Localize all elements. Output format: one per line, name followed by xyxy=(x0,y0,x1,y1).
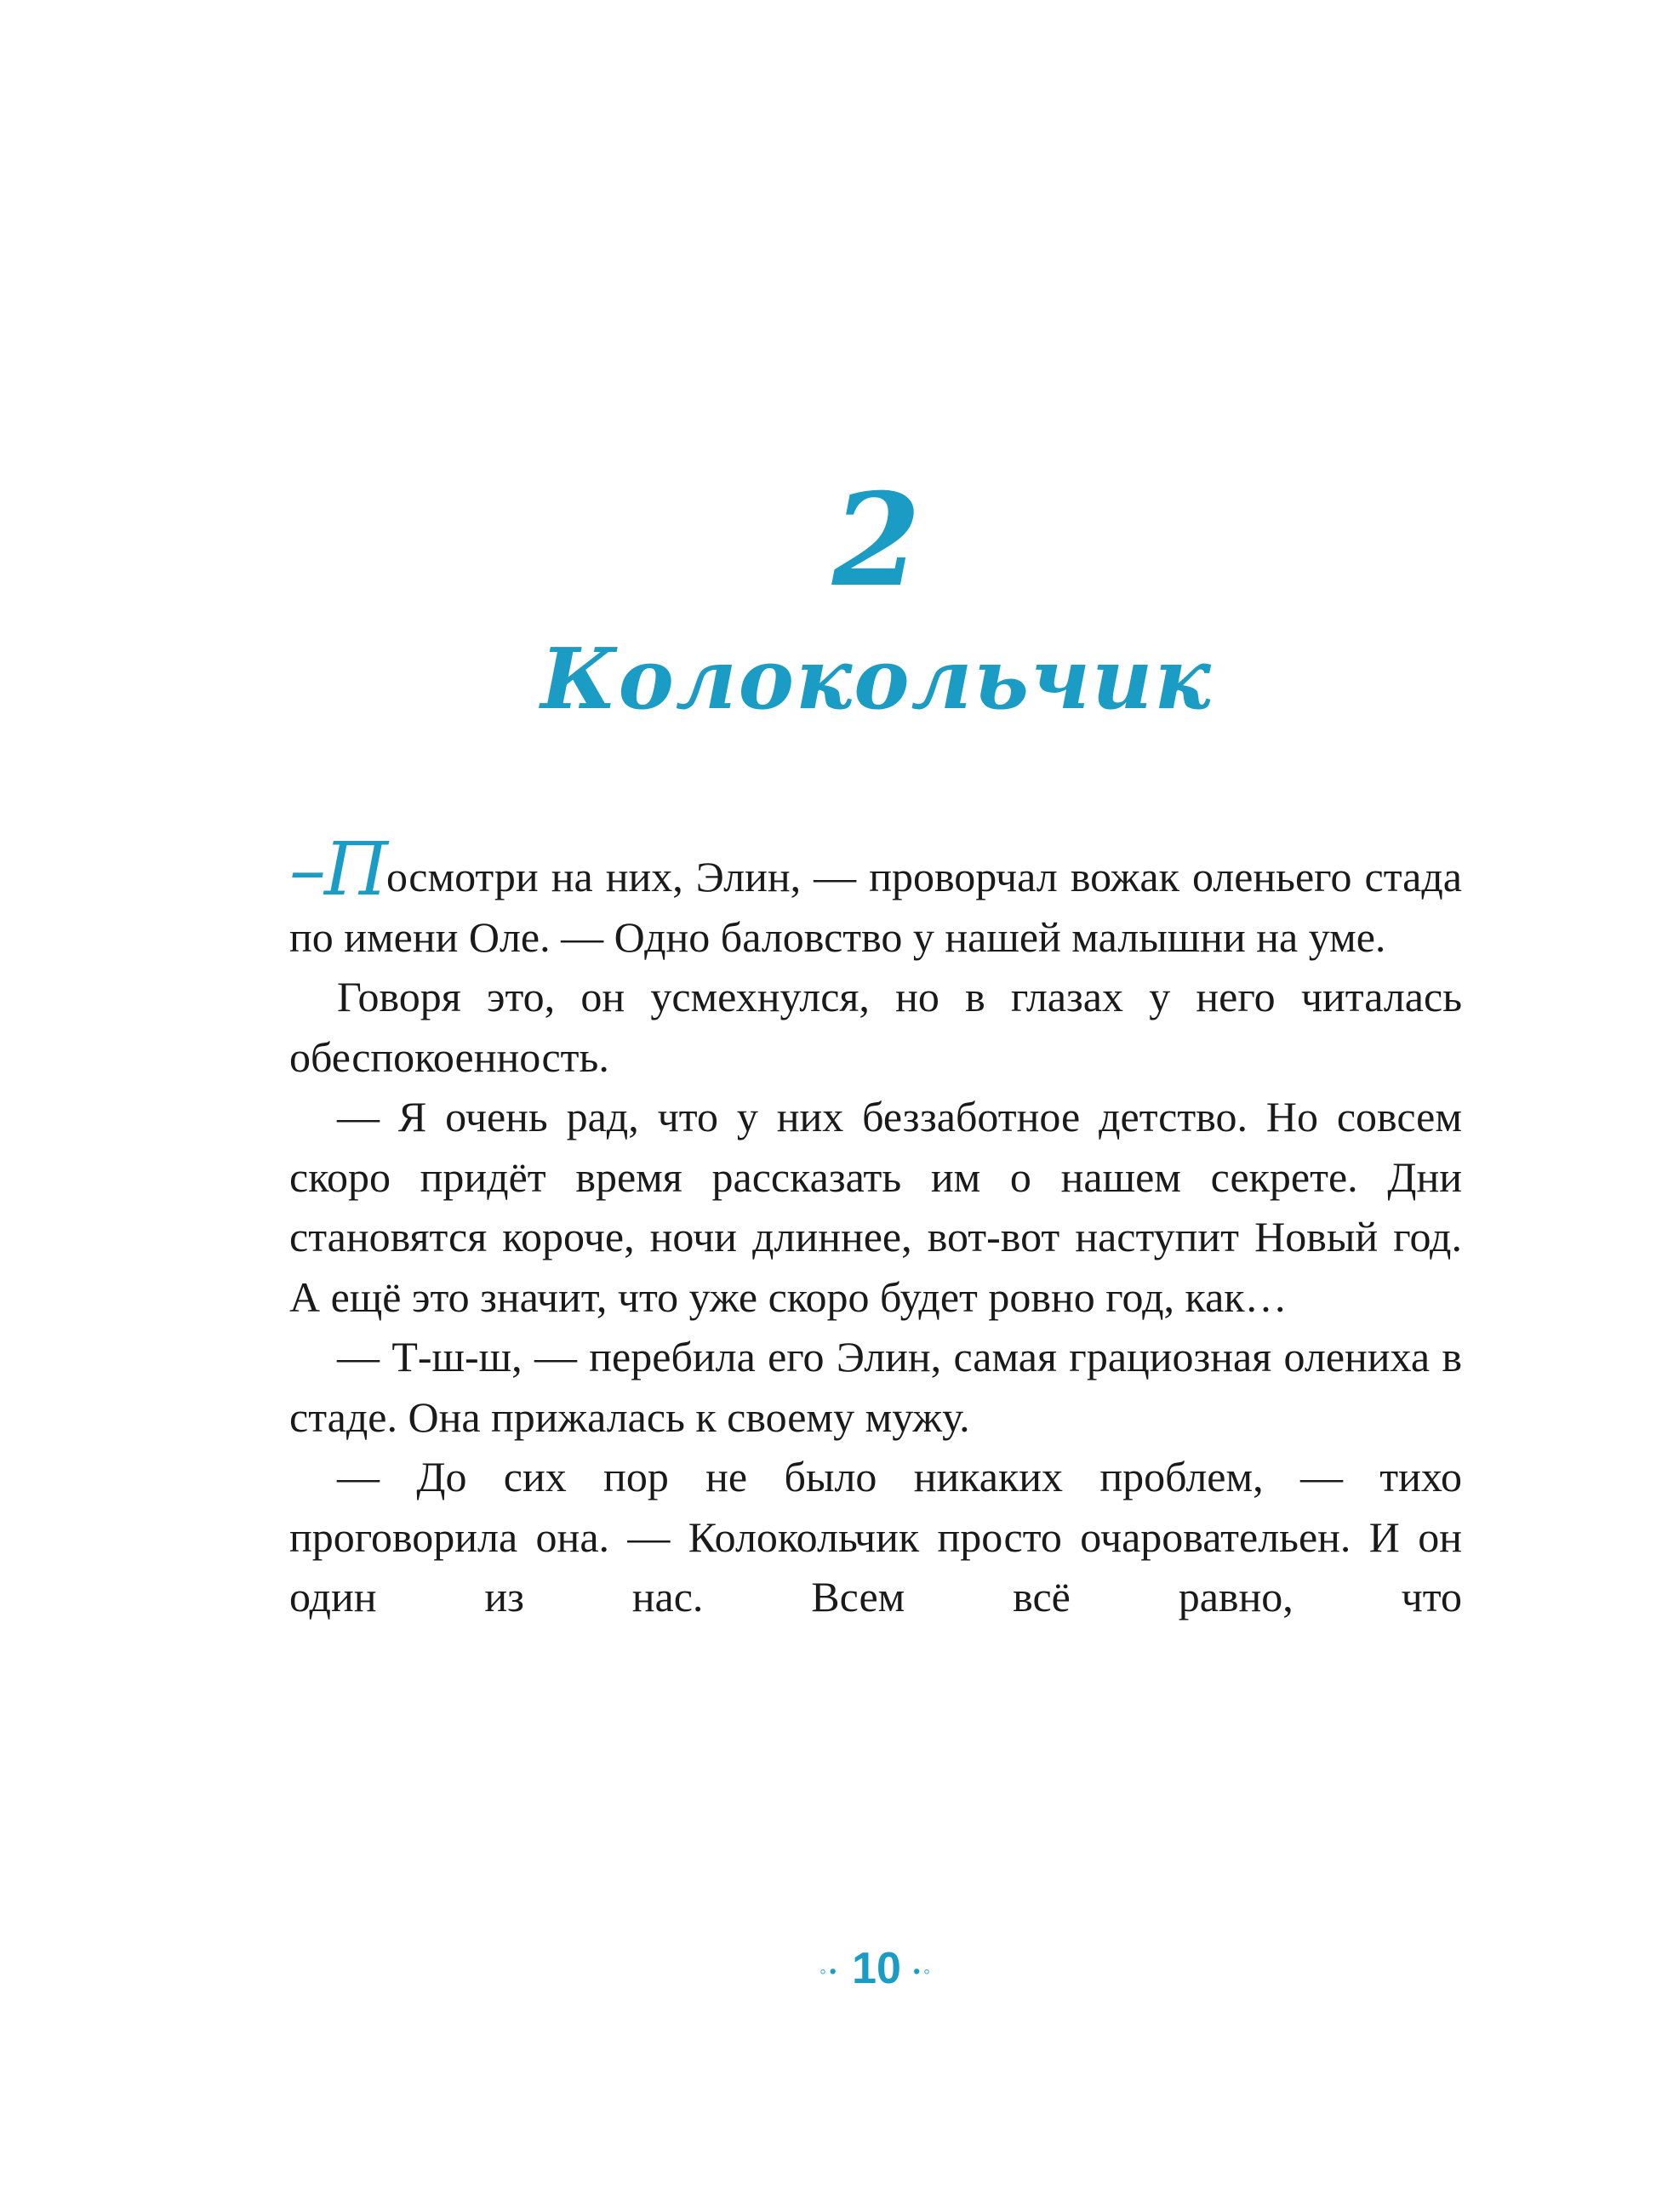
paragraph-4: — Т-ш-ш, — перебила его Элин, самая грациозная олениха в стаде. Она прижалась к своему мужу. xyxy=(289,1333,1462,1441)
paragraph-1 xyxy=(289,827,1462,967)
paragraph-2: Говоря это, он усмехнулся, но в глазах у него читалась обеспокоенность. xyxy=(289,973,1462,1081)
chapter-number: 2 xyxy=(831,466,922,615)
page-footer xyxy=(0,1943,1679,1994)
paragraph-1-text: осмотри на них, Элин, — проворчал вожак оленьего стада по имени Оле. — Одно баловство у нашей малышни на уме. xyxy=(289,853,1462,961)
ornament-left-icon: ◦• xyxy=(820,1960,840,1982)
page-number: 10 xyxy=(852,1944,901,1993)
paragraph-3: — Я очень рад, что у них беззаботное детство. Но совсем скоро придёт время рассказать им о нашем секрете. Дни становятся короче, ночи длиннее, вот-вот наступит Новый год. А ещё это значит, что уже скоро будет ровно год, как… xyxy=(289,1093,1462,1321)
chapter-title: Колокольчик xyxy=(540,631,1213,729)
dropcap xyxy=(289,827,386,912)
dropcap-dash: – xyxy=(289,827,324,912)
paragraph-5: — До сих пор не было никаких проблем, — тихо проговорила она. — Колокольчик просто очаровательен. И он один из нас. Всем всё равно, что xyxy=(289,1453,1462,1620)
body-text xyxy=(289,827,1462,1627)
ornament-right-icon: •◦ xyxy=(913,1960,934,1982)
dropcap-letter: П xyxy=(324,827,386,912)
